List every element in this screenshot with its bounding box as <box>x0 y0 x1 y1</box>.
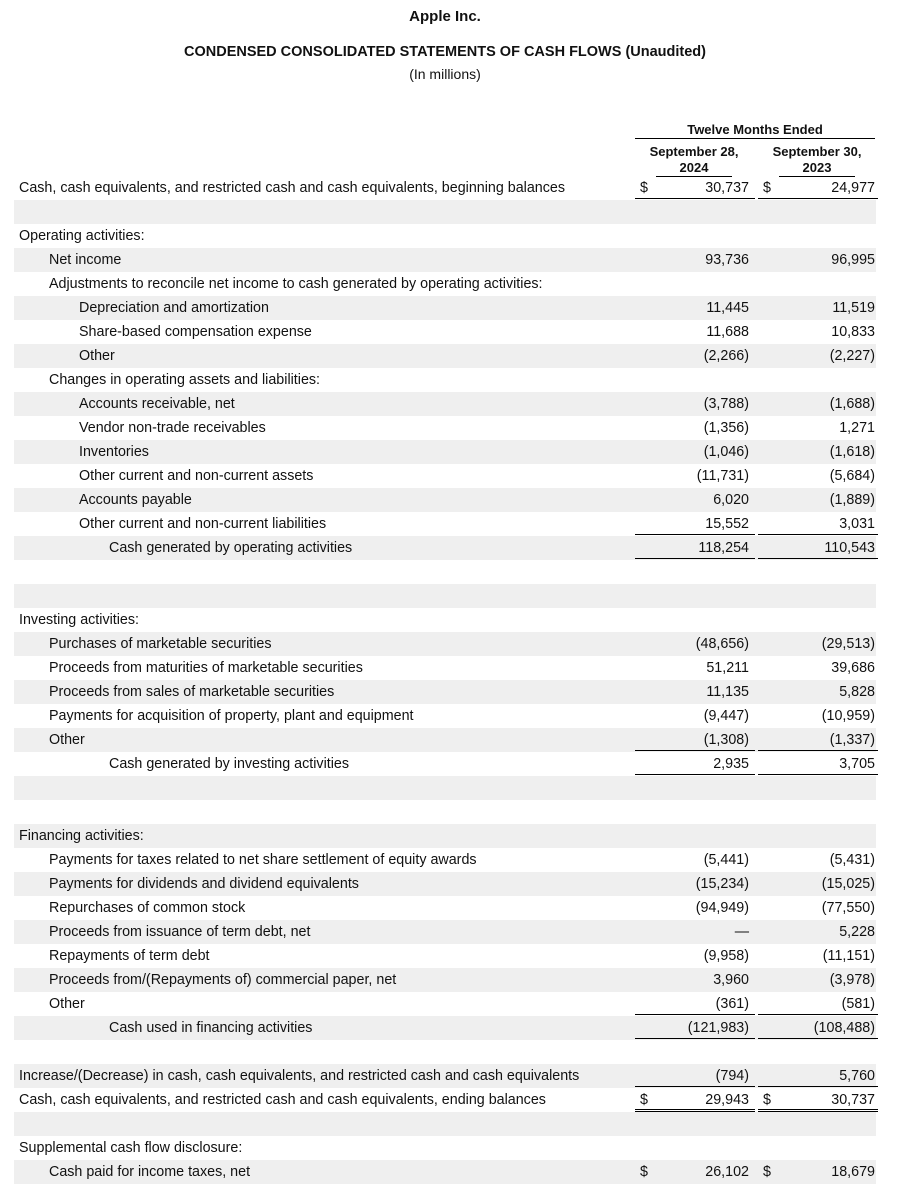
row-value: (1,688) <box>829 396 875 412</box>
row-value: (1,618) <box>829 444 875 460</box>
row-label: Purchases of marketable securities <box>49 636 272 652</box>
row-value: (11,731) <box>696 468 749 484</box>
table-row <box>14 344 876 368</box>
row-label: Changes in operating assets and liabilities: <box>49 372 321 388</box>
row-label: Operating activities: <box>19 228 145 244</box>
value-cell-2024 <box>635 584 755 606</box>
value-cell-2024 <box>635 512 755 535</box>
value-cell-2023 <box>758 1064 878 1087</box>
value-cell-2023 <box>758 896 878 918</box>
value-cell-2023 <box>758 680 878 702</box>
value-cell-2023 <box>758 296 878 318</box>
value-cell-2024 <box>635 440 755 462</box>
row-value: 5,760 <box>839 1068 875 1084</box>
value-cell-2024 <box>635 1040 755 1062</box>
value-cell-2023 <box>758 344 878 366</box>
row-label: Other current and non-current liabilities <box>79 516 327 532</box>
row-value: 26,102 <box>705 1164 749 1180</box>
table-row <box>14 632 876 656</box>
row-value: (361) <box>715 996 749 1012</box>
row-value: 110,543 <box>824 540 875 556</box>
row-label: Repurchases of common stock <box>49 900 246 916</box>
row-value: (794) <box>715 1068 749 1084</box>
value-cell-2024 <box>635 824 755 846</box>
row-value: (48,656) <box>695 636 749 652</box>
value-cell-2023 <box>758 392 878 414</box>
value-cell-2024 <box>635 728 755 751</box>
value-cell-2023 <box>758 440 878 462</box>
row-value: 3,705 <box>839 756 875 772</box>
table-row <box>0 320 898 344</box>
column-header-2024-year: 2024 <box>656 160 733 177</box>
value-cell-2024 <box>635 1112 755 1134</box>
value-cell-2023 <box>758 368 878 390</box>
row-value: 24,977 <box>831 180 875 196</box>
value-cell-2024 <box>635 296 755 318</box>
row-value: 39,686 <box>831 660 875 676</box>
table-row <box>0 704 898 728</box>
table-row <box>0 1040 898 1064</box>
table-row <box>0 416 898 440</box>
table-row <box>0 944 898 968</box>
row-label: Proceeds from/(Repayments of) commercial paper, net <box>49 972 397 988</box>
dollar-sign: $ <box>640 180 648 196</box>
row-value: (5,684) <box>829 468 875 484</box>
value-cell-2023 <box>758 920 878 942</box>
value-cell-2023 <box>758 752 878 775</box>
value-cell-2024 <box>635 1064 755 1087</box>
value-cell-2024 <box>635 200 755 222</box>
column-header-2024 <box>634 144 754 177</box>
value-cell-2024 <box>635 776 755 798</box>
row-label: Net income <box>49 252 122 268</box>
table-row <box>14 440 876 464</box>
value-cell-2023 <box>758 200 878 222</box>
row-label: Accounts receivable, net <box>79 396 235 412</box>
table-row <box>0 176 898 200</box>
row-value: (1,337) <box>829 732 875 748</box>
table-row <box>0 368 898 392</box>
table-row <box>14 920 876 944</box>
value-cell-2024 <box>635 704 755 726</box>
cash-flow-table <box>0 176 898 1184</box>
row-label: Accounts payable <box>79 492 192 508</box>
value-cell-2024 <box>635 488 755 510</box>
row-label: Supplemental cash flow disclosure: <box>19 1140 243 1156</box>
table-row <box>14 1112 876 1136</box>
row-value: 10,833 <box>831 324 875 340</box>
row-value: (1,356) <box>703 420 749 436</box>
row-value: (3,978) <box>829 972 875 988</box>
row-label: Cash paid for income taxes, net <box>49 1164 251 1180</box>
value-cell-2023 <box>758 536 878 559</box>
row-label: Payments for taxes related to net share settlement of equity awards <box>49 852 477 868</box>
table-row <box>14 536 876 560</box>
row-label: Cash used in financing activities <box>109 1020 313 1036</box>
table-row <box>0 608 898 632</box>
row-label: Increase/(Decrease) in cash, cash equivalents, and restricted cash and cash equivalents <box>19 1068 580 1084</box>
value-cell-2023 <box>758 728 878 751</box>
table-row <box>14 488 876 512</box>
value-cell-2023 <box>758 1016 878 1039</box>
row-label: Payments for dividends and dividend equivalents <box>49 876 359 892</box>
row-value: (5,441) <box>703 852 749 868</box>
dollar-sign: $ <box>763 1092 771 1108</box>
value-cell-2024 <box>635 224 755 246</box>
value-cell-2024 <box>635 368 755 390</box>
column-header-2024-date: September 28, <box>649 144 739 159</box>
row-label: Repayments of term debt <box>49 948 210 964</box>
value-cell-2023 <box>758 248 878 270</box>
row-value: 30,737 <box>831 1092 875 1108</box>
row-value: 3,960 <box>713 972 749 988</box>
row-label: Proceeds from sales of marketable securities <box>49 684 335 700</box>
value-cell-2023 <box>758 944 878 966</box>
table-row <box>14 776 876 800</box>
row-value: 11,445 <box>706 300 749 316</box>
value-cell-2023 <box>758 176 878 199</box>
value-cell-2023 <box>758 512 878 535</box>
dollar-sign: $ <box>763 1164 771 1180</box>
table-row <box>14 824 876 848</box>
row-label: Financing activities: <box>19 828 144 844</box>
value-cell-2024 <box>635 656 755 678</box>
table-row <box>0 992 898 1016</box>
value-cell-2024 <box>635 680 755 702</box>
row-label: Adjustments to reconcile net income to cash generated by operating activities: <box>49 276 543 292</box>
table-row <box>0 800 898 824</box>
value-cell-2023 <box>758 704 878 726</box>
value-cell-2024 <box>635 320 755 342</box>
value-cell-2024 <box>635 944 755 966</box>
row-value: 118,254 <box>698 540 749 556</box>
value-cell-2023 <box>758 224 878 246</box>
value-cell-2023 <box>758 1088 878 1112</box>
row-value: (9,958) <box>703 948 749 964</box>
column-header-2023 <box>757 144 877 177</box>
value-cell-2023 <box>758 1112 878 1134</box>
value-cell-2024 <box>635 848 755 870</box>
table-row <box>0 752 898 776</box>
value-cell-2023 <box>758 464 878 486</box>
value-cell-2023 <box>758 488 878 510</box>
value-cell-2024 <box>635 968 755 990</box>
table-row <box>14 680 876 704</box>
table-row <box>0 272 898 296</box>
value-cell-2024 <box>635 176 755 199</box>
row-label: Other <box>49 996 85 1012</box>
table-row <box>14 1064 876 1088</box>
table-row <box>0 560 898 584</box>
value-cell-2024 <box>635 1088 755 1112</box>
table-row <box>14 200 876 224</box>
table-row <box>0 656 898 680</box>
value-cell-2024 <box>635 536 755 559</box>
row-value: (121,983) <box>687 1020 749 1036</box>
value-cell-2024 <box>635 896 755 918</box>
value-cell-2024 <box>635 272 755 294</box>
row-value: (1,889) <box>829 492 875 508</box>
table-row <box>14 248 876 272</box>
statement-subtitle: (In millions) <box>409 66 481 82</box>
value-cell-2024 <box>635 344 755 366</box>
value-cell-2023 <box>758 656 878 678</box>
row-label: Share-based compensation expense <box>79 324 312 340</box>
row-value: (3,788) <box>703 396 749 412</box>
dollar-sign: $ <box>640 1092 648 1108</box>
table-row <box>0 512 898 536</box>
row-label: Cash, cash equivalents, and restricted cash and cash equivalents, beginning balances <box>19 180 566 196</box>
value-cell-2024 <box>635 560 755 582</box>
value-cell-2023 <box>758 776 878 798</box>
table-row <box>14 1016 876 1040</box>
row-value: (108,488) <box>813 1020 875 1036</box>
row-value: 1,271 <box>839 420 875 436</box>
row-value: 3,031 <box>839 516 875 532</box>
row-value: (10,959) <box>821 708 875 724</box>
row-value: (1,308) <box>703 732 749 748</box>
row-value: 93,736 <box>705 252 749 268</box>
value-cell-2024 <box>635 1160 755 1182</box>
dollar-sign: $ <box>640 1164 648 1180</box>
row-value: 11,688 <box>706 324 749 340</box>
row-label: Other <box>49 732 85 748</box>
value-cell-2023 <box>758 416 878 438</box>
row-value: (581) <box>841 996 875 1012</box>
row-value: 11,135 <box>706 684 749 700</box>
row-label: Payments for acquisition of property, plant and equipment <box>49 708 414 724</box>
table-row <box>0 848 898 872</box>
row-value: 11,519 <box>832 300 875 316</box>
row-value: (1,046) <box>703 444 749 460</box>
value-cell-2024 <box>635 608 755 630</box>
row-value: (5,431) <box>829 852 875 868</box>
row-label: Inventories <box>79 444 149 460</box>
row-value: 29,943 <box>705 1092 749 1108</box>
value-cell-2023 <box>758 608 878 630</box>
row-label: Proceeds from issuance of term debt, net <box>49 924 311 940</box>
table-row <box>14 728 876 752</box>
value-cell-2024 <box>635 248 755 270</box>
table-row <box>14 968 876 992</box>
row-value: 51,211 <box>706 660 749 676</box>
table-row <box>14 296 876 320</box>
table-row <box>14 872 876 896</box>
row-value: 5,828 <box>839 684 875 700</box>
row-value: 6,020 <box>713 492 749 508</box>
row-value: (15,025) <box>821 876 875 892</box>
value-cell-2024 <box>635 416 755 438</box>
row-label: Cash generated by investing activities <box>109 756 350 772</box>
table-row <box>0 1088 898 1112</box>
column-header-2023-date: September 30, <box>772 144 862 159</box>
row-label: Other current and non-current assets <box>79 468 314 484</box>
value-cell-2023 <box>758 1040 878 1062</box>
table-row <box>0 224 898 248</box>
value-cell-2024 <box>635 752 755 775</box>
column-header-2023-year: 2023 <box>779 160 856 177</box>
value-cell-2024 <box>635 1136 755 1158</box>
row-value: (29,513) <box>821 636 875 652</box>
row-value: — <box>734 924 749 940</box>
row-label: Cash, cash equivalents, and restricted cash and cash equivalents, ending balances <box>19 1092 546 1108</box>
value-cell-2023 <box>758 824 878 846</box>
row-label: Investing activities: <box>19 612 139 628</box>
row-value: 15,552 <box>705 516 749 532</box>
value-cell-2023 <box>758 992 878 1015</box>
value-cell-2024 <box>635 872 755 894</box>
table-row <box>14 1160 876 1184</box>
value-cell-2024 <box>635 632 755 654</box>
value-cell-2024 <box>635 920 755 942</box>
row-label: Vendor non-trade receivables <box>79 420 266 436</box>
value-cell-2023 <box>758 584 878 606</box>
row-label: Proceeds from maturities of marketable securities <box>49 660 363 676</box>
value-cell-2023 <box>758 1136 878 1158</box>
value-cell-2024 <box>635 1016 755 1039</box>
table-row <box>0 896 898 920</box>
row-label: Depreciation and amortization <box>79 300 269 316</box>
row-label: Other <box>79 348 115 364</box>
company-name: Apple Inc. <box>409 8 481 25</box>
row-value: 30,737 <box>705 180 749 196</box>
value-cell-2023 <box>758 272 878 294</box>
value-cell-2024 <box>635 464 755 486</box>
row-value: (9,447) <box>703 708 749 724</box>
row-value: (77,550) <box>821 900 875 916</box>
row-value: (11,151) <box>822 948 875 964</box>
statement-title: CONDENSED CONSOLIDATED STATEMENTS OF CASH FLOWS (Unaudited) <box>184 44 706 60</box>
row-value: (2,227) <box>829 348 875 364</box>
value-cell-2023 <box>758 968 878 990</box>
table-row <box>0 1136 898 1160</box>
row-label: Cash generated by operating activities <box>109 540 353 556</box>
row-value: 5,228 <box>839 924 875 940</box>
row-value: 2,935 <box>713 756 749 772</box>
value-cell-2023 <box>758 1160 878 1182</box>
value-cell-2023 <box>758 872 878 894</box>
row-value: (2,266) <box>703 348 749 364</box>
row-value: 96,995 <box>831 252 875 268</box>
table-row <box>0 464 898 488</box>
dollar-sign: $ <box>763 180 771 196</box>
table-row <box>14 584 876 608</box>
row-value: 18,679 <box>831 1164 875 1180</box>
value-cell-2023 <box>758 848 878 870</box>
value-cell-2023 <box>758 320 878 342</box>
table-row <box>14 392 876 416</box>
value-cell-2023 <box>758 632 878 654</box>
value-cell-2024 <box>635 392 755 414</box>
period-group-header: Twelve Months Ended <box>635 122 875 139</box>
value-cell-2023 <box>758 800 878 822</box>
value-cell-2024 <box>635 800 755 822</box>
value-cell-2023 <box>758 560 878 582</box>
row-value: (15,234) <box>695 876 749 892</box>
row-value: (94,949) <box>695 900 749 916</box>
value-cell-2024 <box>635 992 755 1015</box>
